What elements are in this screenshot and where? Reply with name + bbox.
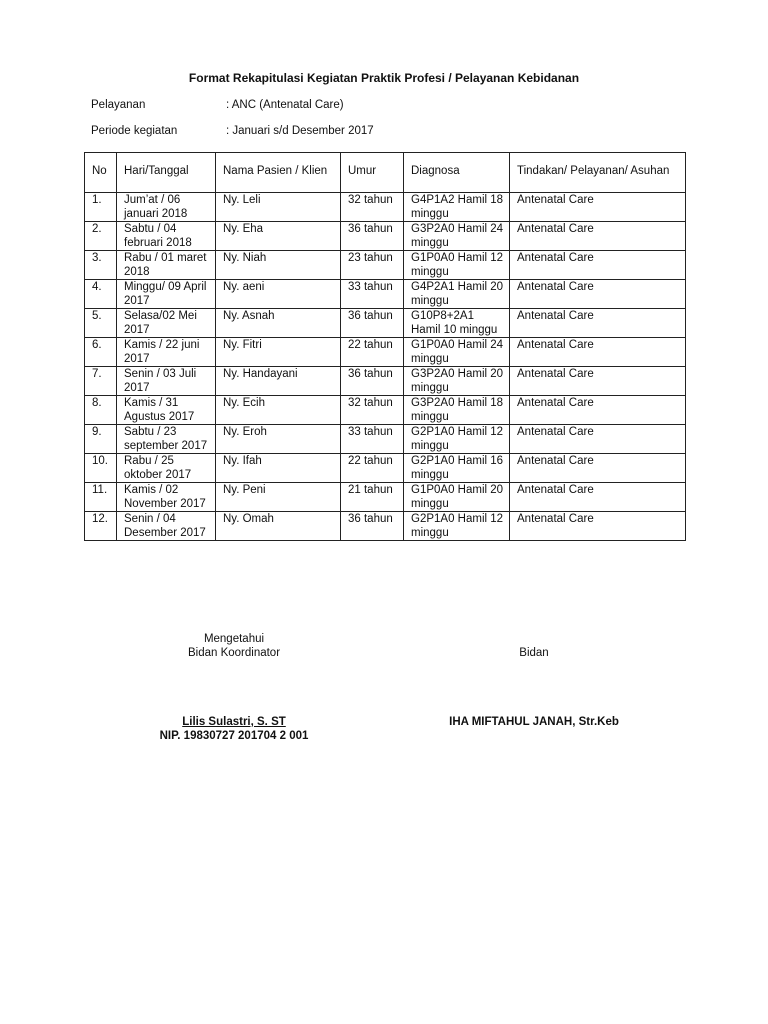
cell-no: 5. <box>85 309 117 338</box>
cell-tindakan: Antenatal Care <box>510 222 686 251</box>
cell-nama: Ny. Asnah <box>216 309 341 338</box>
document-title: Format Rekapitulasi Kegiatan Praktik Profesi / Pelayanan Kebidanan <box>188 71 580 85</box>
table-row <box>85 222 686 251</box>
cell-umur: 36 tahun <box>341 309 404 338</box>
table-row <box>85 280 686 309</box>
cell-umur: 33 tahun <box>341 280 404 309</box>
cell-tindakan: Antenatal Care <box>510 338 686 367</box>
cell-diagnosa: G1P0A0 Hamil 24 minggu <box>404 338 510 367</box>
cell-no: 9. <box>85 425 117 454</box>
cell-diagnosa: G1P0A0 Hamil 12 minggu <box>404 251 510 280</box>
cell-nama: Ny. Ifah <box>216 454 341 483</box>
cell-umur: 33 tahun <box>341 425 404 454</box>
table-row <box>85 396 686 425</box>
cell-tindakan: Antenatal Care <box>510 280 686 309</box>
table-row <box>85 512 686 541</box>
cell-tanggal: Sabtu / 23 september 2017 <box>117 425 216 454</box>
cell-diagnosa: G4P1A2 Hamil 18 minggu <box>404 193 510 222</box>
cell-no: 4. <box>85 280 117 309</box>
cell-umur: 32 tahun <box>341 193 404 222</box>
cell-no: 6. <box>85 338 117 367</box>
cell-tindakan: Antenatal Care <box>510 454 686 483</box>
cell-no: 10. <box>85 454 117 483</box>
pelayanan-label: Pelayanan <box>91 99 146 111</box>
table-row <box>85 193 686 222</box>
cell-tanggal: Kamis / 31 Agustus 2017 <box>117 396 216 425</box>
cell-diagnosa: G3P2A0 Hamil 20 minggu <box>404 367 510 396</box>
table-header-row <box>85 153 686 193</box>
cell-nama: Ny. Peni <box>216 483 341 512</box>
cell-no: 12. <box>85 512 117 541</box>
cell-tanggal: Senin / 03 Juli 2017 <box>117 367 216 396</box>
cell-nama: Ny. Eha <box>216 222 341 251</box>
header-tanggal: Hari/Tanggal <box>117 153 216 193</box>
cell-umur: 22 tahun <box>341 338 404 367</box>
koordinator-name: Lilis Sulastri, S. ST <box>182 716 286 728</box>
header-no: No <box>85 153 117 193</box>
cell-no: 3. <box>85 251 117 280</box>
cell-umur: 32 tahun <box>341 396 404 425</box>
cell-umur: 36 tahun <box>341 512 404 541</box>
header-umur: Umur <box>341 153 404 193</box>
cell-tindakan: Antenatal Care <box>510 193 686 222</box>
table-row <box>85 367 686 396</box>
cell-diagnosa: G3P2A0 Hamil 18 minggu <box>404 396 510 425</box>
pelayanan-value: : ANC (Antenatal Care) <box>226 99 344 111</box>
cell-no: 2. <box>85 222 117 251</box>
signature-left-block <box>114 716 354 743</box>
cell-nama: Ny. Leli <box>216 193 341 222</box>
cell-tanggal: Minggu/ 09 April 2017 <box>117 280 216 309</box>
rekap-table <box>84 152 686 541</box>
mengetahui-text: Mengetahui <box>203 633 265 645</box>
periode-label: Periode kegiatan <box>91 125 178 137</box>
cell-diagnosa: G2P1A0 Hamil 12 minggu <box>404 512 510 541</box>
cell-nama: Ny. Fitri <box>216 338 341 367</box>
cell-nama: Ny. Ecih <box>216 396 341 425</box>
cell-umur: 21 tahun <box>341 483 404 512</box>
cell-tanggal: Senin / 04 Desember 2017 <box>117 512 216 541</box>
cell-no: 1. <box>85 193 117 222</box>
table-row <box>85 483 686 512</box>
bidan-koordinator-text: Bidan Koordinator <box>187 646 281 659</box>
cell-nama: Ny. aeni <box>216 280 341 309</box>
cell-tindakan: Antenatal Care <box>510 425 686 454</box>
cell-tindakan: Antenatal Care <box>510 396 686 425</box>
header-diagnosa: Diagnosa <box>404 153 510 193</box>
cell-umur: 22 tahun <box>341 454 404 483</box>
cell-no: 11. <box>85 483 117 512</box>
cell-tanggal: Jum’at / 06 januari 2018 <box>117 193 216 222</box>
cell-nama: Ny. Handayani <box>216 367 341 396</box>
cell-no: 8. <box>85 396 117 425</box>
table-row <box>85 338 686 367</box>
cell-tanggal: Rabu / 01 maret 2018 <box>117 251 216 280</box>
table-row <box>85 309 686 338</box>
table-row <box>85 454 686 483</box>
table-row <box>85 425 686 454</box>
cell-umur: 23 tahun <box>341 251 404 280</box>
cell-tanggal: Kamis / 02 November 2017 <box>117 483 216 512</box>
cell-tindakan: Antenatal Care <box>510 309 686 338</box>
cell-nama: Ny. Eroh <box>216 425 341 454</box>
cell-tanggal: Selasa/02 Mei 2017 <box>117 309 216 338</box>
cell-nama: Ny. Niah <box>216 251 341 280</box>
cell-nama: Ny. Omah <box>216 512 341 541</box>
table-row <box>85 251 686 280</box>
cell-tindakan: Antenatal Care <box>510 483 686 512</box>
cell-diagnosa: G3P2A0 Hamil 24 minggu <box>404 222 510 251</box>
cell-tindakan: Antenatal Care <box>510 512 686 541</box>
cell-umur: 36 tahun <box>341 222 404 251</box>
header-nama: Nama Pasien / Klien <box>216 153 341 193</box>
periode-value: : Januari s/d Desember 2017 <box>226 125 374 137</box>
signature-left-heading <box>134 633 334 660</box>
cell-diagnosa: G2P1A0 Hamil 16 minggu <box>404 454 510 483</box>
cell-tindakan: Antenatal Care <box>510 367 686 396</box>
koordinator-nip: NIP. 19830727 201704 2 001 <box>159 729 309 742</box>
cell-tanggal: Rabu / 25 oktober 2017 <box>117 454 216 483</box>
bidan-role-text: Bidan <box>519 647 549 659</box>
cell-diagnosa: G4P2A1 Hamil 20 minggu <box>404 280 510 309</box>
cell-tanggal: Kamis / 22 juni 2017 <box>117 338 216 367</box>
cell-no: 7. <box>85 367 117 396</box>
cell-tindakan: Antenatal Care <box>510 251 686 280</box>
cell-tanggal: Sabtu / 04 februari 2018 <box>117 222 216 251</box>
cell-diagnosa: G1P0A0 Hamil 20 minggu <box>404 483 510 512</box>
header-tindakan: Tindakan/ Pelayanan/ Asuhan <box>510 153 686 193</box>
cell-diagnosa: G2P1A0 Hamil 12 minggu <box>404 425 510 454</box>
bidan-name: IHA MIFTAHUL JANAH, Str.Keb <box>449 716 619 728</box>
cell-diagnosa: G10P8+2A1 Hamil 10 minggu <box>404 309 510 338</box>
cell-umur: 36 tahun <box>341 367 404 396</box>
